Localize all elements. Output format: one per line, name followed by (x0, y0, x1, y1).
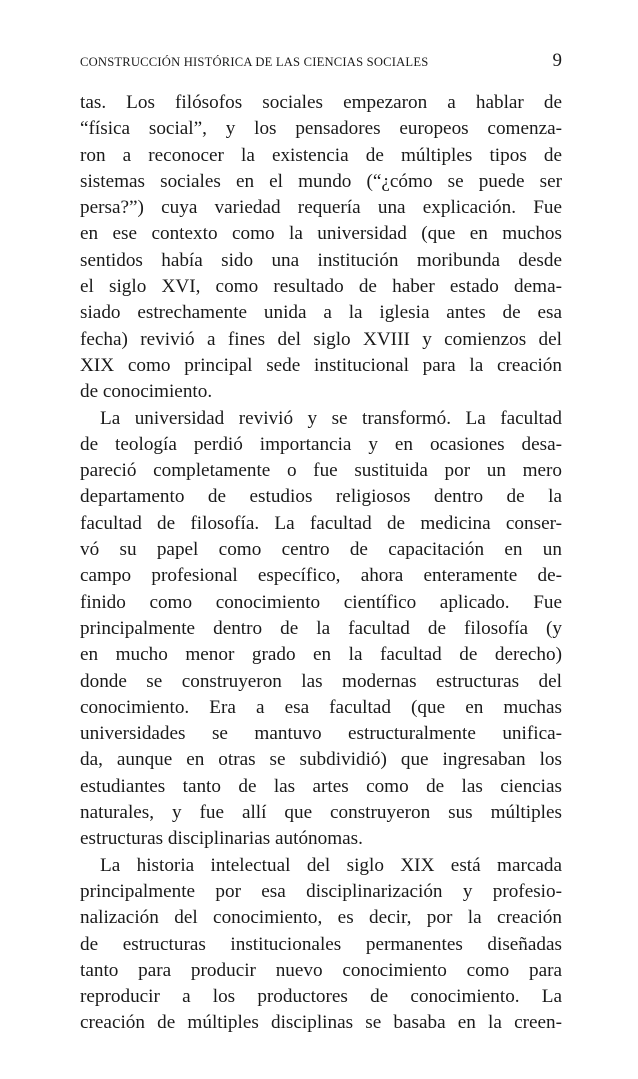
text-line: el siglo XVI, como resultado de haber estado dema- (80, 276, 562, 298)
text-line: estudiantes tanto de las artes como de las ciencias (80, 775, 562, 797)
text-line: tas. Los filósofos sociales empezaron a hablar de (80, 92, 562, 113)
text-line: vó su papel como centro de capacitación en un (80, 539, 562, 561)
text-line: ron a reconocer la existencia de múltiples tipos de (80, 144, 562, 166)
running-head (80, 50, 562, 90)
text-line: pareció completamente o fue sustituida por un mero (80, 460, 562, 482)
page-number: 9 (552, 50, 562, 71)
text-line: La historia intelectual del siglo XIX está marcada (100, 854, 562, 876)
text-line: sistemas sociales en el mundo (“¿cómo se puede ser (80, 170, 562, 192)
text-line: nalización del conocimiento, es decir, por la creación (80, 907, 562, 929)
text-line: facultad de filosofía. La facultad de medicina conser- (80, 512, 562, 534)
text-line: principalmente por esa disciplinarización y profesio- (80, 880, 562, 902)
text-line: finido como conocimiento científico aplicado. Fue (80, 591, 562, 613)
text-line: en mucho menor grado en la facultad de derecho) (80, 644, 562, 666)
text-line: siado estrechamente unida a la iglesia antes de esa (80, 302, 562, 324)
text-line: sentidos había sido una institución moribunda desde (80, 249, 562, 271)
text-line: de teología perdió importancia y en ocasiones desa- (80, 433, 562, 455)
text-line: “física social”, y los pensadores europeos comenza- (80, 118, 562, 140)
text-line: La universidad revivió y se transformó. La facultad (100, 407, 562, 429)
text-line: de estructuras institucionales permanentes diseñadas (80, 933, 562, 955)
text-line: XIX como principal sede institucional para la creación (80, 354, 562, 376)
text-line: conocimiento. Era a esa facultad (que en muchas (80, 696, 562, 718)
text-line: universidades se mantuvo estructuralmente unifica- (80, 723, 562, 745)
text-line: reproducir a los productores de conocimiento. La (80, 986, 562, 1008)
text-line: tanto para producir nuevo conocimiento como para (80, 959, 562, 981)
text-line: estructuras disciplinarias autónomas. (80, 828, 363, 850)
text-line: creación de múltiples disciplinas se basaba en la creen- (80, 1012, 562, 1034)
text-line: departamento de estudios religiosos dentro de la (80, 486, 562, 508)
book-page (80, 50, 562, 1037)
text-line: naturales, y fue allí que construyeron sus múltiples (80, 802, 562, 824)
text-line: donde se construyeron las modernas estructuras del (80, 670, 562, 692)
text-line: da, aunque en otras se subdividió) que ingresaban los (80, 749, 562, 771)
text-line: en ese contexto como la universidad (que en muchos (80, 223, 562, 245)
text-line: principalmente dentro de la facultad de filosofía (y (80, 617, 562, 639)
text-line: de conocimiento. (80, 381, 213, 403)
text-line: persa?”) cuya variedad requería una explicación. Fue (80, 197, 562, 219)
text-line: fecha) revivió a fines del siglo XVIII y comienzos del (80, 328, 562, 350)
running-title: CONSTRUCCIÓN HISTÓRICA DE LAS CIENCIAS SOCIALES (80, 55, 429, 69)
body-text (80, 90, 562, 1037)
text-line: campo profesional específico, ahora enteramente de- (80, 565, 562, 587)
